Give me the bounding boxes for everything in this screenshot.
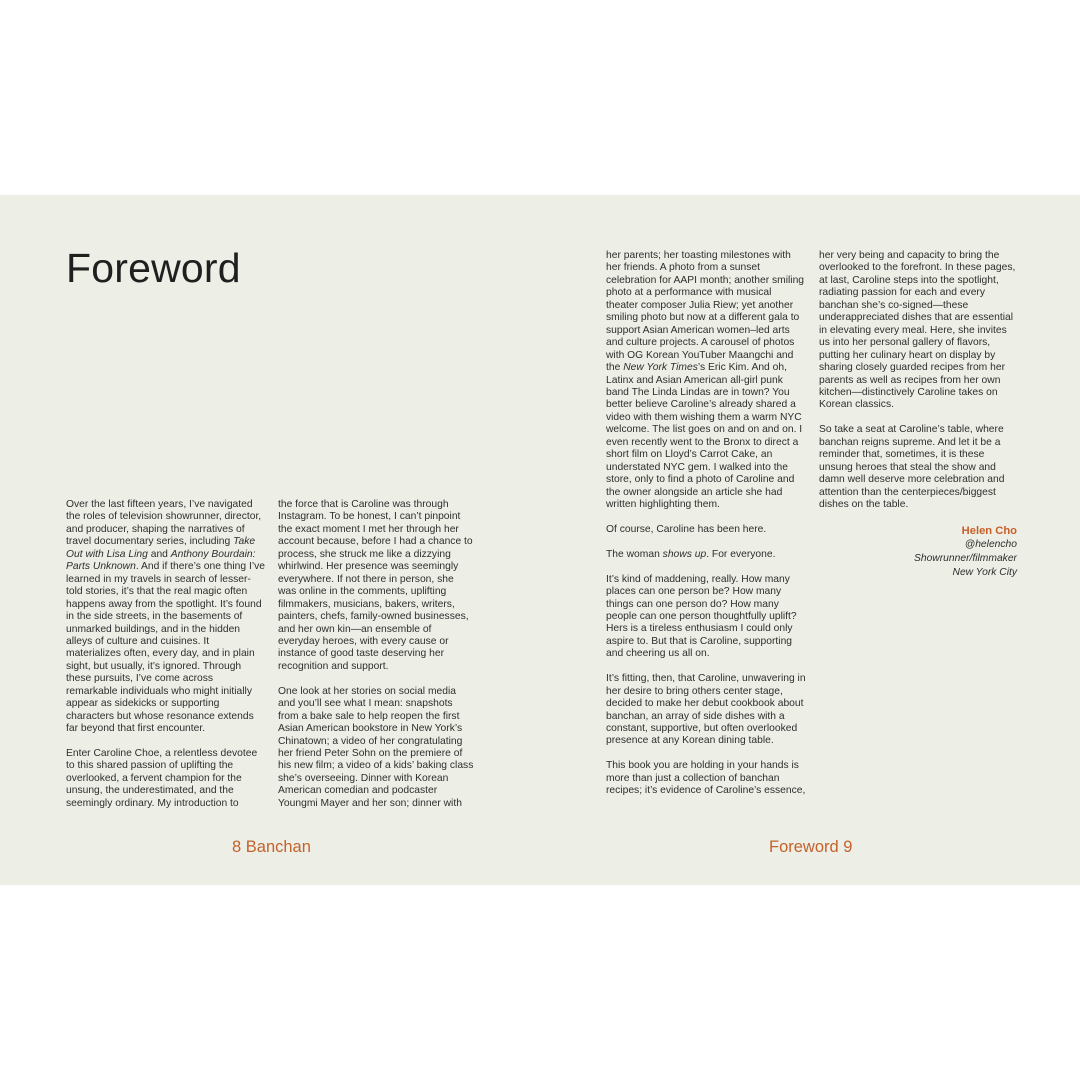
text-column-4 (819, 250, 1019, 580)
folio-left: 8 Banchan (232, 838, 311, 856)
text-column-1 (66, 499, 266, 810)
book-spread (0, 195, 1080, 885)
paragraph: Over the last fifteen years, I’ve navigated the roles of television showrunner, director, and producer, shaping the narratives of travel documentary series, including Take Out with Lisa Ling and Anthony Bourdain: Parts Unknown. And if there’s one thing I’ve learned in my travels in search of lesser-told stories, it’s that the real magic often happens away from the spotlight. It’s found in the side streets, in the basements of unmarked buildings, and in the hidden alleys of culture and cuisines. It materializes often, every day, and in plain sight, but usually, it’s ignored. Through these pursuits, I’ve come across remarkable individuals who might initially appear as sidekicks or supporting characters but whose resonance extends far beyond that first encounter. (66, 499, 266, 735)
author-city: New York City (952, 566, 1017, 578)
paragraph: One look at her stories on social media and you’ll see what I mean: snapshots from a bake sale to help reopen the first Asian American bookstore in New York’s Chinatown; a video of her congratulating her friend Peter Sohn on the premiere of his new film; a video of a kids’ baking class she’s overseeing. Dinner with Korean American comedian and podcaster Youngmi Mayer and her son; dinner with (278, 685, 474, 809)
paragraph: It’s fitting, then, that Caroline, unwavering in her desire to bring others center stage, decided to make her debut cookbook about banchan, an array of side dishes with a constant, supportive, but often overlooked presence at any Korean dining table. (606, 673, 806, 747)
paragraph: The woman shows up. For everyone. (606, 548, 776, 560)
folio-right: Foreword 9 (769, 838, 853, 856)
paragraph: It’s kind of maddening, really. How many places can one person be? How many things can one person do? How many people can one person thoughtfully uplift? Hers is a tireless enthusiasm I could only aspire to. But that is Caroline, supporting and cheering us all on. (606, 573, 797, 660)
text-column-3 (606, 250, 806, 798)
paragraph: her parents; her toasting milestones with her friends. A photo from a sunset celebration for AAPI month; another smiling photo at a performance with musical theater composer Julia Riew; yet another smiling photo but now at a different gala to support Asian American women–led arts and culture projects. A carousel of photos with OG Korean YouTuber Maangchi and the New York Times’s Eric Kim. And oh, Latinx and Asian American all-girl punk band The Linda Lindas are in town? You better believe Caroline’s already shared a video with them wishing them a warm NYC welcome. The list goes on and on and on. I even recently went to the Bronx to direct a short film on Lloyd’s Carrot Cake, an understated NYC gem. I walked into the store, only to find a photo of Caroline and the owner alongside an article she had written highlighting them. (606, 250, 805, 511)
author-role: Showrunner/filmmaker (913, 552, 1017, 564)
paragraph: the force that is Caroline was through Instagram. To be honest, I can’t pinpoint the exact moment I met her through her account because, before I had a chance to process, she struck me like a dizzying whirlwind. Her presence was seemingly everywhere. If not there in person, she was online in the comments, uplifting filmmakers, musicians, bakers, writers, painters, chefs, family-owned businesses, and her own kin—an ensemble of everyday heroes, with every cause or instance of good taste deserving her recognition and support. (278, 499, 473, 672)
author-signature (819, 524, 1017, 580)
author-name: Helen Cho (961, 524, 1017, 537)
page-title: Foreword (66, 245, 241, 291)
text-column-2 (278, 499, 474, 810)
paragraph: So take a seat at Caroline’s table, where banchan reigns supreme. And let it be a reminder that, sometimes, it is these unsung heroes that steal the show and damn well deserve more celebration and attention than the centerpieces/biggest dishes on the table. (819, 424, 1005, 510)
paragraph: Of course, Caroline has been here. (606, 523, 767, 535)
author-handle: @helencho (964, 538, 1017, 550)
paragraph: Enter Caroline Choe, a relentless devotee to this shared passion of uplifting the overlooked, a fervent champion for the unsung, the underestimated, and the seemingly ordinary. My introduction to (66, 748, 258, 809)
paragraph: her very being and capacity to bring the overlooked to the forefront. In these pages, at last, Caroline steps into the spotlight, radiating passion for each and every banchan she’s co-signed—these underappreciated dishes that are essential in elevating every meal. Here, she invites us into her personal gallery of flavors, putting her culinary heart on display by sharing closely guarded recipes from her parents as well as recipes from her own kitchen—distinctively Caroline takes on Korean classics. (819, 250, 1016, 411)
paragraph: This book you are holding in your hands is more than just a collection of banchan recipes; it’s evidence of Caroline’s essence, (606, 760, 806, 797)
